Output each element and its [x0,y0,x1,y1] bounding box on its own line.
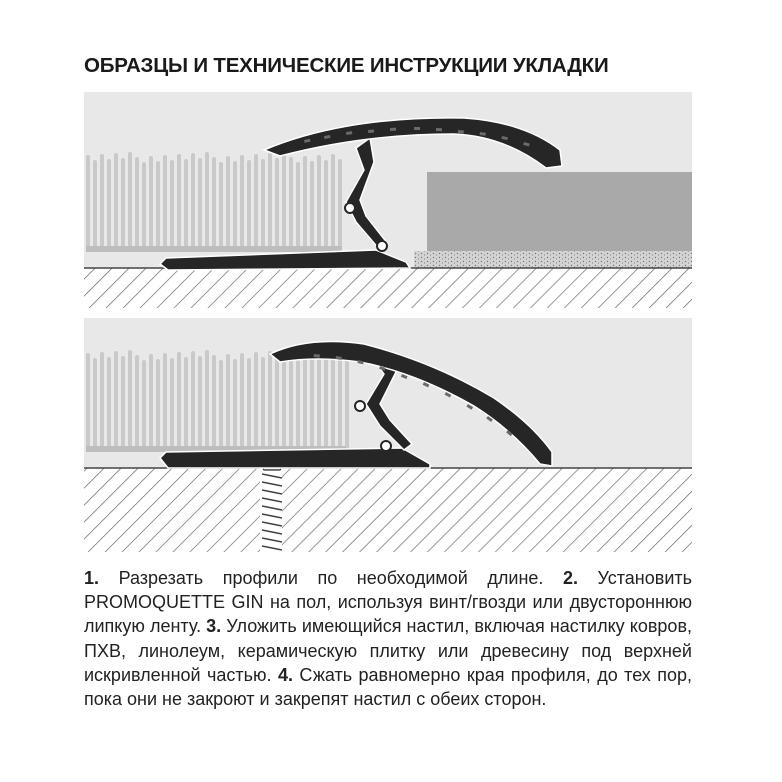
carpet-fiber [191,351,195,452]
carpet-fiber [254,352,258,452]
carpet-fiber [310,359,314,452]
carpet-fiber [226,156,230,252]
carpet-fiber [317,155,321,252]
carpet-fiber [128,152,132,252]
carpet-fiber [170,358,174,452]
carpet-fiber [114,351,118,452]
tile-layer [427,172,692,251]
carpet-fiber [156,161,160,252]
carpet-fiber [247,160,251,252]
carpet-fiber [275,356,279,452]
carpet-fiber [282,350,286,452]
carpet-fiber [128,350,132,452]
carpet-fiber [254,154,258,252]
carpet-layer [86,152,342,252]
carpet-fiber [247,358,251,452]
carpet-fiber [107,159,111,252]
carpet-fiber [338,357,342,452]
installation-instructions [84,566,692,711]
carpet-fiber [296,360,300,452]
carpet-fiber [317,353,321,452]
profile-grip-tooth [390,128,396,131]
carpet-fiber [100,352,104,452]
carpet-fiber [170,160,174,252]
profile-grip-tooth [368,129,374,133]
profile-grip-tooth [414,127,420,130]
carpet-fiber [114,153,118,252]
carpet-backing [86,246,342,252]
carpet-fiber [163,353,167,452]
carpet-fiber [296,162,300,252]
carpet-fiber [226,354,230,452]
carpet-fiber [121,158,125,252]
carpet-fiber [289,355,293,452]
carpet-fiber [324,358,328,452]
subfloor [84,268,692,308]
step-number: 2. [562,568,578,588]
carpet-fiber [233,161,237,252]
carpet-fiber [100,154,104,252]
carpet-fiber [149,156,153,252]
carpet-fiber [205,350,209,452]
carpet-fiber [219,162,223,252]
carpet-fiber [107,357,111,452]
page-title: ОБРАЗЦЫ И ТЕХНИЧЕСКИЕ ИНСТРУКЦИИ УКЛАДКИ [84,54,609,77]
tile-adhesive [414,251,692,268]
carpet-fiber [149,354,153,452]
profile-grip-tooth [436,128,442,131]
carpet-fiber [93,358,97,452]
carpet-fiber [324,160,328,252]
carpet-fiber [93,160,97,252]
carpet-fiber [268,351,272,452]
carpet-fiber [345,351,349,452]
carpet-fiber [303,354,307,452]
step-number: 3. [206,616,222,637]
carpet-fiber [338,159,342,252]
carpet-fiber [212,355,216,452]
step-text: Разрезать профили по необходимой длине. [99,568,563,588]
carpet-fiber [331,154,335,252]
carpet-fiber [184,357,188,452]
profile-grip-tooth [458,130,464,134]
carpet-fiber [198,158,202,252]
carpet-fiber [233,359,237,452]
carpet-fiber [268,153,272,252]
carpet-fiber [156,359,160,452]
carpet-fiber [310,161,314,252]
step-text: Сжать равномерно края профиля, до тех пор, пока они не закроют и закрепят настил с обеих сторон. [84,664,693,710]
profile-base [160,448,430,468]
carpet-fiber [86,353,90,452]
carpet-fiber [205,152,209,252]
carpet-fiber [240,353,244,452]
profile-grip-tooth [314,354,320,358]
carpet-fiber [289,157,293,252]
carpet-fiber [142,360,146,452]
carpet-fiber [135,355,139,452]
carpet-fiber [198,356,202,452]
carpet-fiber [275,158,279,252]
subfloor [84,468,692,552]
carpet-fiber [121,356,125,452]
carpet-fiber [177,352,181,452]
diagram-carpet-to-tile [84,92,692,308]
carpet-fiber [135,157,139,252]
carpet-fiber [163,155,167,252]
carpet-fiber [142,162,146,252]
carpet-fiber [303,156,307,252]
carpet-fiber [191,153,195,252]
step-number: 1. [84,568,100,588]
diagram-carpet-screw-fixed [84,318,692,552]
step-text: Уложить имеющийся настил, включая настилку ковров, ПХВ, линолеум, керамическую плитку или древесину под верхней искривленной частью. [84,616,693,685]
carpet-fiber [177,154,181,252]
carpet-fiber [282,152,286,252]
step-text: Установить PROMOQUETTE GIN на пол, используя винт/гвозди или двустороннюю липкую ленту. [84,568,692,637]
carpet-fiber [240,155,244,252]
carpet-fiber [331,352,335,452]
carpet-fiber [261,159,265,252]
carpet-fiber [261,357,265,452]
carpet-fiber [86,155,90,252]
carpet-fiber [184,159,188,252]
carpet-fiber [219,360,223,452]
carpet-fiber [212,157,216,252]
step-number: 4. [277,664,293,685]
